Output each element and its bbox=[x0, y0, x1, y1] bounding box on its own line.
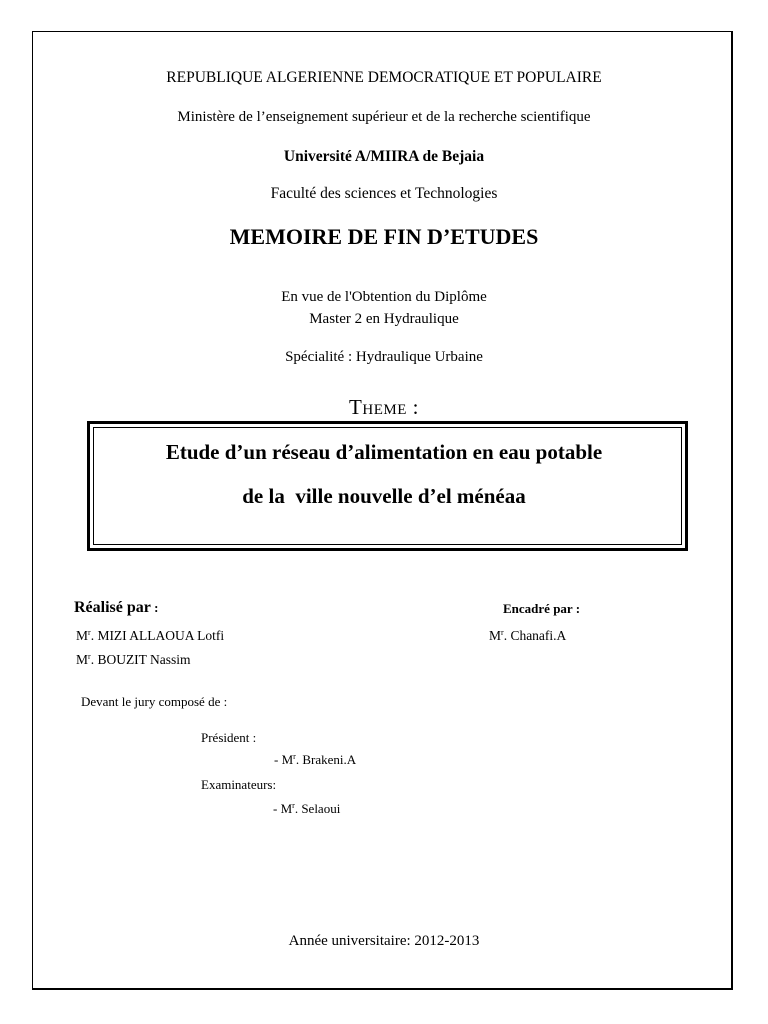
president-sup: r bbox=[293, 752, 296, 761]
examiners-label: Examinateurs: bbox=[201, 777, 277, 792]
author-2-prefix: M bbox=[76, 652, 89, 667]
president-label: Président : bbox=[201, 730, 257, 745]
authors-heading bbox=[74, 599, 158, 617]
authors-label: Réalisé par bbox=[74, 599, 151, 616]
republic-name: REPUBLIQUE ALGERIENNE DEMOCRATIQUE ET POPULAIRE bbox=[166, 69, 602, 86]
examiner-prefix: - M bbox=[273, 801, 293, 816]
author-2 bbox=[76, 652, 191, 668]
diploma-line-1: En vue de l'Obtention du Diplôme bbox=[281, 289, 487, 305]
president bbox=[274, 752, 356, 768]
authors-label-colon: : bbox=[150, 600, 159, 615]
examiner-name: . Selaoui bbox=[294, 801, 341, 816]
diploma-line-2: Master 2 en Hydraulique bbox=[309, 311, 459, 327]
ministry-name: Ministère de l’enseignement supérieur et de la recherche scientifique bbox=[177, 109, 591, 125]
author-2-name: . BOUZIT Nassim bbox=[90, 652, 191, 667]
supervisor bbox=[489, 628, 566, 644]
faculty-name: Faculté des sciences et Technologies bbox=[270, 185, 498, 202]
examiner bbox=[273, 801, 340, 817]
president-prefix: - M bbox=[274, 752, 294, 767]
author-1-prefix: M bbox=[76, 628, 89, 643]
president-name: . Brakeni.A bbox=[295, 752, 357, 767]
author-2-sup: r bbox=[88, 652, 91, 661]
examiner-sup: r bbox=[292, 801, 295, 810]
supervisor-heading: Encadré par : bbox=[503, 601, 581, 616]
theme-title-line-2: de la ville nouvelle d’el ménéaa bbox=[242, 484, 526, 508]
theme-title-line-1: Etude d’un réseau d’alimentation en eau potable bbox=[165, 440, 603, 464]
supervisor-prefix: M bbox=[489, 628, 502, 643]
supervisor-sup: r bbox=[501, 628, 504, 637]
author-1 bbox=[76, 628, 224, 644]
specialty: Spécialité : Hydraulique Urbaine bbox=[285, 349, 483, 365]
jury-intro: Devant le jury composé de : bbox=[81, 694, 228, 709]
author-1-name: . MIZI ALLAOUA Lotfi bbox=[90, 628, 225, 643]
academic-year: Année universitaire: 2012-2013 bbox=[288, 933, 480, 949]
supervisor-name: . Chanafi.A bbox=[503, 628, 567, 643]
university-name: Université A/MIIRA de Bejaia bbox=[283, 148, 485, 165]
author-1-sup: r bbox=[88, 628, 91, 637]
document-title: MEMOIRE DE FIN D’ETUDES bbox=[229, 224, 539, 249]
theme-label: Theme : bbox=[349, 395, 419, 419]
